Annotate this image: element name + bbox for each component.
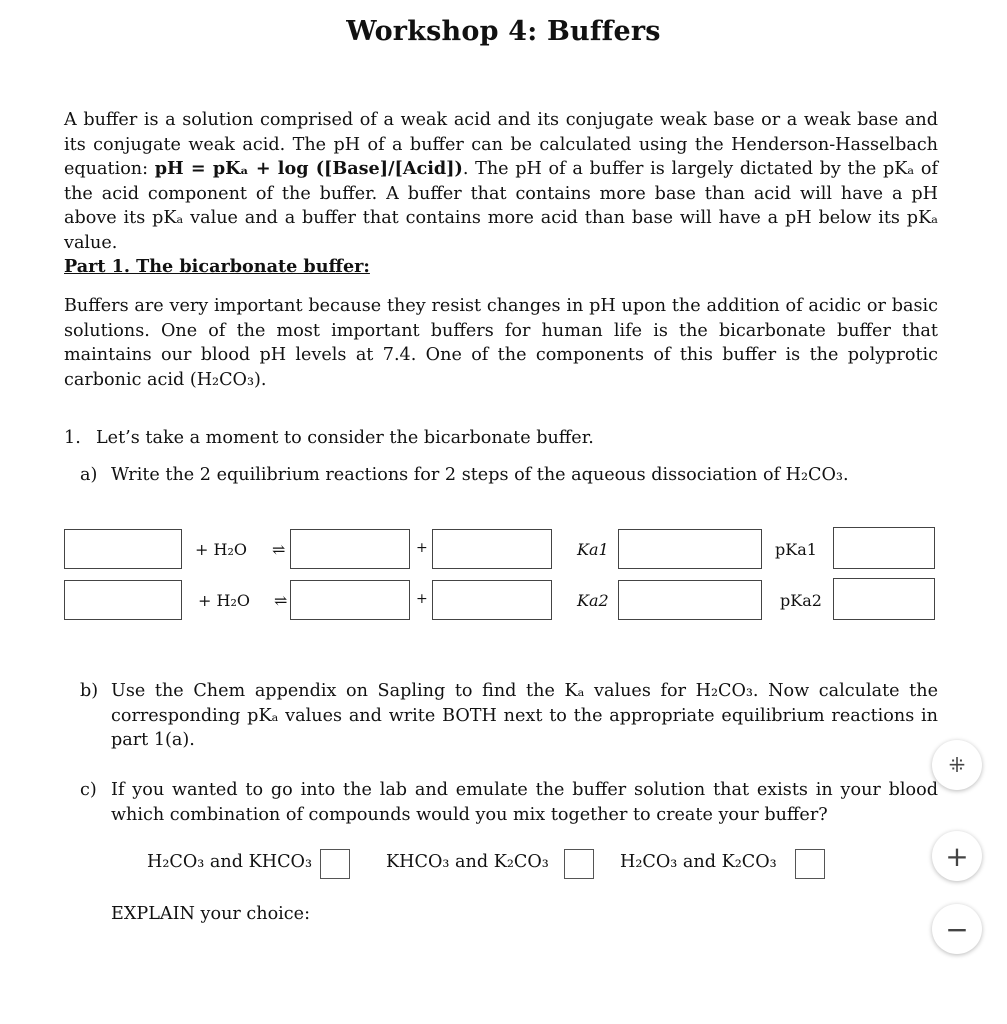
product-a-2-input-box[interactable] <box>290 580 410 620</box>
part1-paragraph: Buffers are very important because they resist changes in pH upon the addition of acidic or basic solutions. One of the most important buffers for human life is the bicarbonate buffer that maintains our blood pH levels at 7.4. One of the components of this buffer is the polyprotic carbonic acid (H₂CO₃). <box>64 296 938 390</box>
option-3-checkbox[interactable] <box>795 849 825 879</box>
ka2-label: Ka2 <box>577 591 609 610</box>
water-term-1: + H₂O <box>195 540 247 559</box>
option-2-checkbox[interactable] <box>564 849 594 879</box>
question-1-number: 1. <box>64 428 81 448</box>
pka2-label: pKa2 <box>780 591 822 610</box>
ka2-input-box[interactable] <box>618 580 762 620</box>
fit-icon: ⁜ <box>948 753 966 777</box>
zoom-in-button[interactable] <box>932 831 982 881</box>
option-1-checkbox[interactable] <box>320 849 350 879</box>
pka2-input-box[interactable] <box>833 578 935 620</box>
zoom-out-button[interactable] <box>932 904 982 954</box>
page-title: Workshop 4: Buffers <box>346 16 661 47</box>
part-a-label: a) <box>80 465 98 485</box>
fit-to-page-button[interactable] <box>932 740 982 790</box>
pka1-label: pKa1 <box>775 540 817 559</box>
equilibrium-arrow-1: ⇌ <box>272 540 286 559</box>
plus-icon: + <box>945 839 969 873</box>
part-c-text: If you wanted to go into the lab and emulate the buffer solution that exists in your blood which combination of compounds would you mix together to create your buffer? <box>111 780 938 825</box>
product-a-1-input-box[interactable] <box>290 529 410 569</box>
reactant-1-input-box[interactable] <box>64 529 182 569</box>
plus-sign-1: + <box>416 540 428 556</box>
minus-icon: − <box>945 912 969 946</box>
part-a-text: Write the 2 equilibrium reactions for 2 steps of the aqueous dissociation of H₂CO₃. <box>111 465 849 485</box>
intro-text-2: . The pH of a buffer is largely dictated by the pKₐ of the acid component of the buffer. A buffer that contains more base than acid will have a pH above its pKₐ value and a buffer that contains more acid than base will have a pH below its pKₐ value. <box>64 159 938 253</box>
part-b-label: b) <box>80 681 99 701</box>
option-1-label: H₂CO₃ and KHCO₃ <box>147 852 313 872</box>
part-c-label: c) <box>80 780 97 800</box>
part1-heading: Part 1. The bicarbonate buffer: <box>64 256 370 277</box>
intro-paragraph <box>64 108 938 255</box>
option-3-label: H₂CO₃ and K₂CO₃ <box>620 852 777 872</box>
plus-sign-2: + <box>416 591 428 607</box>
ka1-label: Ka1 <box>577 540 609 559</box>
equilibrium-arrow-2: ⇌ <box>274 591 288 610</box>
water-term-2: + H₂O <box>198 591 250 610</box>
reactant-2-input-box[interactable] <box>64 580 182 620</box>
question-1-text: Let’s take a moment to consider the bicarbonate buffer. <box>96 428 594 448</box>
option-2-label: KHCO₃ and K₂CO₃ <box>386 852 549 872</box>
product-b-1-input-box[interactable] <box>432 529 552 569</box>
pka1-input-box[interactable] <box>833 527 935 569</box>
henderson-hasselbach-equation: pH = pKₐ + log ([Base]/[Acid]) <box>154 158 463 179</box>
explain-prompt: EXPLAIN your choice: <box>111 904 310 924</box>
ka1-input-box[interactable] <box>618 529 762 569</box>
intro-text-1: A buffer is a solution comprised of a weak acid and its conjugate weak base or a weak base and its conjugate weak acid. The pH of a buffer can be calculated using the Henderson-Hasselbach equation: <box>64 110 938 179</box>
part-b-text: Use the Chem appendix on Sapling to find the Kₐ values for H₂CO₃. Now calculate the corresponding pKₐ values and write BOTH next to the appropriate equilibrium reactions in part 1(a). <box>111 681 938 750</box>
product-b-2-input-box[interactable] <box>432 580 552 620</box>
